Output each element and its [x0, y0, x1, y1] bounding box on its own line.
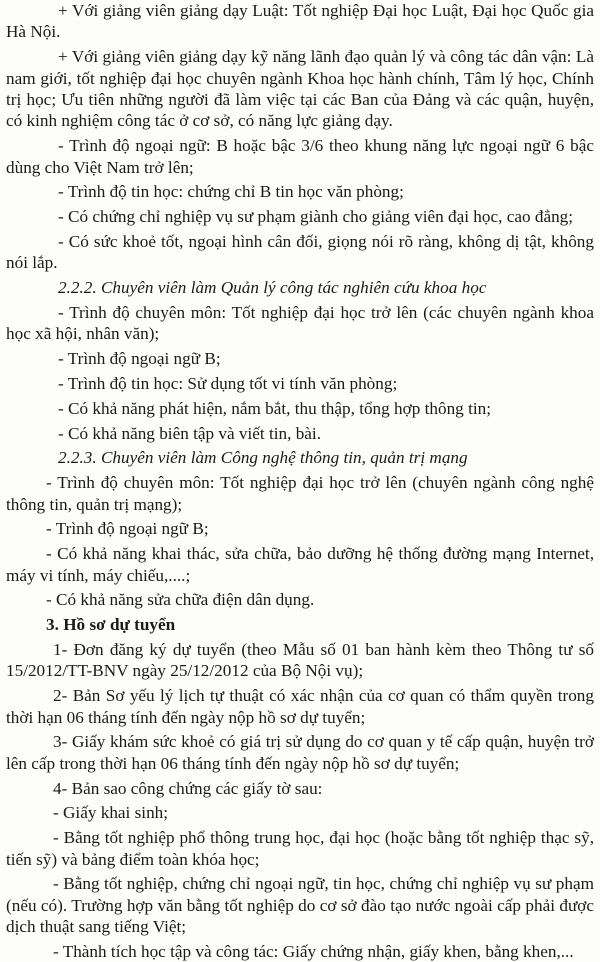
subsection-heading: 2.2.3. Chuyên viên làm Công nghệ thông tin, quản trị mạng — [58, 448, 468, 468]
paragraph: - Có chứng chỉ nghiệp vụ sư phạm giành cho giảng viên đại học, cao đẳng; — [58, 207, 574, 227]
paragraph: - Giấy khai sinh; — [53, 803, 169, 823]
paragraph: + Với giảng viên giảng dạy Luật: Tốt nghiệp Đại học Luật, Đại học Quốc gia Hà Nội. — [6, 1, 594, 42]
paragraph: - Có khả năng sửa chữa điện dân dụng. — [46, 590, 315, 610]
paragraph: - Trình độ chuyên môn: Tốt nghiệp đại học trở lên (chuyên ngành công nghệ thông tin, quản trị mạng); — [6, 473, 594, 514]
paragraph: + Với giảng viên giảng dạy kỹ năng lãnh đạo quản lý và công tác dân vận: Là nam giới, tốt nghiệp đại học chuyên ngành Khoa học hành chính, Tâm lý học, Chính trị học; Ưu tiên những người đã làm việc tại các Ban của Đảng và các quận, huyện, có kinh nghiệm công tác ở cơ sở, có năng lực giảng dạy. — [6, 47, 594, 131]
paragraph: - Trình độ ngoại ngữ: B hoặc bậc 3/6 theo khung năng lực ngoại ngữ 6 bậc dùng cho Việt Nam trở lên; — [6, 136, 594, 177]
paragraph: - Trình độ tin học: Sử dụng tốt vi tính văn phòng; — [58, 374, 398, 394]
document-body — [6, 0, 594, 962]
paragraph: 4- Bản sao công chứng các giấy tờ sau: — [53, 778, 323, 798]
paragraph: - Trình độ ngoại ngữ B; — [46, 519, 209, 539]
paragraph: 2- Bản Sơ yếu lý lịch tự thuật có xác nhận của cơ quan có thẩm quyền trong thời hạn 06 tháng tính đến ngày nộp hồ sơ dự tuyển; — [6, 686, 594, 727]
paragraph: - Trình độ ngoại ngữ B; — [58, 349, 221, 369]
paragraph: - Có khả năng phát hiện, nắm bắt, thu thập, tổng hợp thông tin; — [58, 398, 491, 418]
paragraph: - Có khả năng khai thác, sửa chữa, bảo dưỡng hệ thống đường mạng Internet, máy vi tính, máy chiếu,....; — [6, 544, 594, 585]
paragraph: - Có khả năng biên tập và viết tin, bài. — [58, 423, 321, 443]
paragraph: - Bằng tốt nghiệp phổ thông trung học, đại học (hoặc bằng tốt nghiệp thạc sỹ, tiến sỹ) và bảng điểm toàn khóa học; — [6, 828, 594, 869]
section-heading: 3. Hồ sơ dự tuyển — [46, 615, 176, 635]
paragraph: - Thành tích học tập và công tác: Giấy chứng nhận, giấy khen, bằng khen,... — [53, 942, 574, 962]
paragraph: - Trình độ tin học: chứng chỉ B tin học văn phòng; — [58, 182, 404, 202]
subsection-heading: 2.2.2. Chuyên viên làm Quản lý công tác nghiên cứu khoa học — [58, 278, 487, 298]
paragraph: - Bằng tốt nghiệp, chứng chỉ ngoại ngữ, tin học, chứng chỉ nghiệp vụ sư phạm (nếu có). Trường hợp văn bằng tốt nghiệp do cơ sở đào tạo nước ngoài cấp phải được dịch thuật sang tiếng Việt; — [6, 874, 594, 937]
paragraph: - Trình độ chuyên môn: Tốt nghiệp đại học trở lên (các chuyên ngành khoa học xã hội, nhân văn); — [6, 303, 594, 344]
paragraph: 3- Giấy khám sức khoẻ có giá trị sử dụng do cơ quan y tế cấp quận, huyện trở lên cấp trong thời hạn 06 tháng tính đến ngày nộp hồ sơ dự tuyển; — [6, 732, 594, 773]
paragraph: 1- Đơn đăng ký dự tuyển (theo Mẫu số 01 ban hành kèm theo Thông tư số 15/2012/TT-BNV ngày 25/12/2012 của Bộ Nội vụ); — [6, 640, 594, 681]
paragraph: - Có sức khoẻ tốt, ngoại hình cân đối, giọng nói rõ ràng, không dị tật, không nói lắp. — [6, 232, 594, 273]
